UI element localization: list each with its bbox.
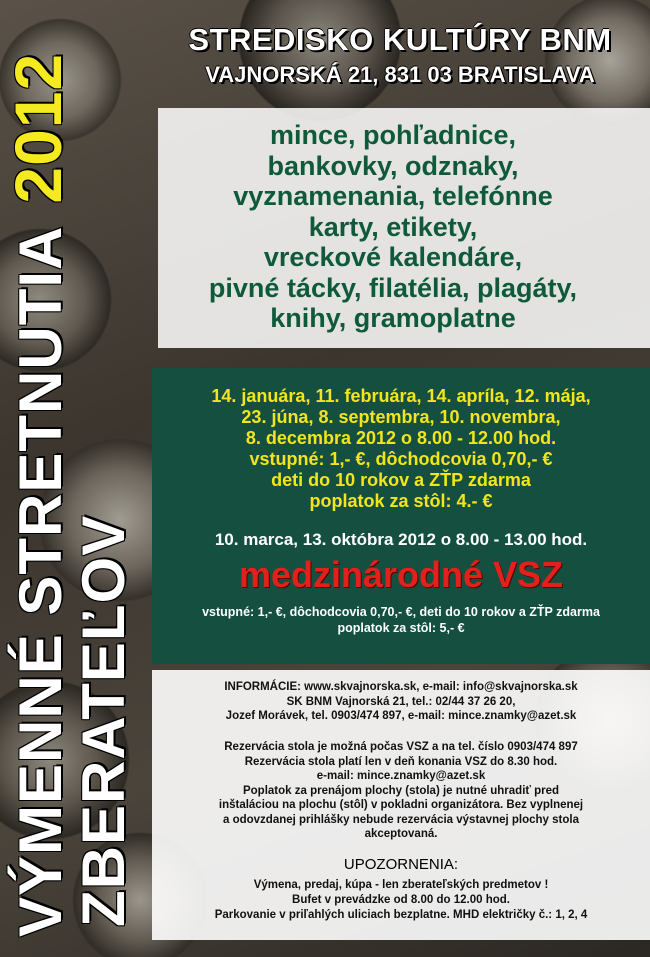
- warnings-title: UPOZORNENIA:: [343, 856, 459, 873]
- international-dates: 10. marca, 13. októbra 2012 o 8.00 - 13.00 hod.: [214, 530, 588, 549]
- collectibles-line: vyznamenania, telefónne: [233, 181, 553, 211]
- regular-dates: [152, 386, 650, 512]
- dates-line: 14. januára, 11. februára, 14. apríla, 12. mája,: [211, 386, 591, 406]
- collectibles-line: pivné tácky, filatélia, plagáty,: [208, 272, 578, 303]
- collectibles-line: mince, pohľadnice,: [270, 120, 516, 150]
- dates-panel: [152, 368, 650, 664]
- reservation-line: Rezervácia stola platí len v deň konania VSZ do 8.30 hod.: [244, 755, 558, 768]
- contact-line: Jozef Morávek, tel. 0903/474 897, e-mail: mince.znamky@azet.sk: [225, 710, 577, 722]
- collectibles-line: bankovky, odznaky,: [267, 150, 519, 181]
- dates-line: 23. júna, 8. septembra, 10. novembra,: [241, 407, 561, 427]
- warning-line: Výmena, predaj, kúpa - len zberateľských predmetov !: [253, 879, 549, 891]
- international-fee-line: poplatok za stôl: 5,- €: [337, 621, 465, 635]
- warnings-list: [152, 878, 650, 923]
- contact-line: SK BNM Vajnorská 21, tel.: 02/44 37 26 20,: [286, 695, 516, 708]
- vertical-title-line-1: [1, 52, 75, 937]
- vertical-title-area: [0, 0, 160, 957]
- vertical-title-line-2: ZBERATEĽOV: [70, 514, 137, 927]
- vertical-title-year: 2012: [1, 52, 75, 204]
- collectibles-line: karty, etikety,: [308, 211, 478, 242]
- reservation-line: Poplatok za prenájom plochy (stola) je nutné uhradiť pred: [242, 784, 560, 797]
- organizer-name: STREDISKO KULTÚRY BNM: [188, 22, 612, 57]
- international-title: medzinárodné VSZ: [238, 554, 564, 595]
- reservation-info: [152, 740, 650, 842]
- reservation-line: inštaláciou na plochu (stôl) v pokladni organizátora. Bez vyplnenej: [218, 799, 584, 811]
- reservation-line: a odovzdanej prihlášky nebude rezervácia výstavnej plochy stola: [222, 813, 579, 826]
- warning-line: Parkovanie v priľahlých uliciach bezplatne. MHD električky č.: 1, 2, 4: [214, 909, 588, 921]
- contact-info: [152, 680, 650, 724]
- international-fees: [152, 604, 650, 636]
- collectibles-panel: [158, 108, 650, 348]
- collectibles-list: [158, 120, 628, 334]
- vertical-title-text: VÝMENNÉ STRETNUTIA: [7, 225, 74, 937]
- reservation-line: akceptovaná.: [364, 828, 438, 840]
- info-panel: [152, 670, 650, 940]
- organizer-address: VAJNORSKÁ 21, 831 03 BRATISLAVA: [205, 62, 595, 87]
- warning-line: Bufet v prevádzke od 8.00 do 12.00 hod.: [292, 894, 510, 906]
- collectibles-line: knihy, gramoplatne: [270, 303, 516, 333]
- entry-fee-line: deti do 10 rokov a ZŤP zdarma: [271, 470, 531, 490]
- entry-fee-line: vstupné: 1,- €, dôchodcovia 0,70,- €: [249, 449, 553, 469]
- reservation-line: e-mail: mince.znamky@azet.sk: [316, 770, 486, 782]
- table-fee-line: poplatok za stôl: 4.- €: [309, 491, 493, 511]
- reservation-line: Rezervácia stola je možná počas VSZ a na tel. číslo 0903/474 897: [224, 741, 578, 753]
- header: [150, 22, 650, 88]
- contact-line: INFORMÁCIE: www.skvajnorska.sk, e-mail: info@skvajnorska.sk: [224, 681, 578, 693]
- dates-line: 8. decembra 2012 o 8.00 - 12.00 hod.: [245, 428, 557, 448]
- collectibles-line: vreckové kalendáre,: [263, 242, 523, 272]
- international-fee-line: vstupné: 1,- €, dôchodcovia 0,70,- €, deti do 10 rokov a ZŤP zdarma: [202, 605, 600, 619]
